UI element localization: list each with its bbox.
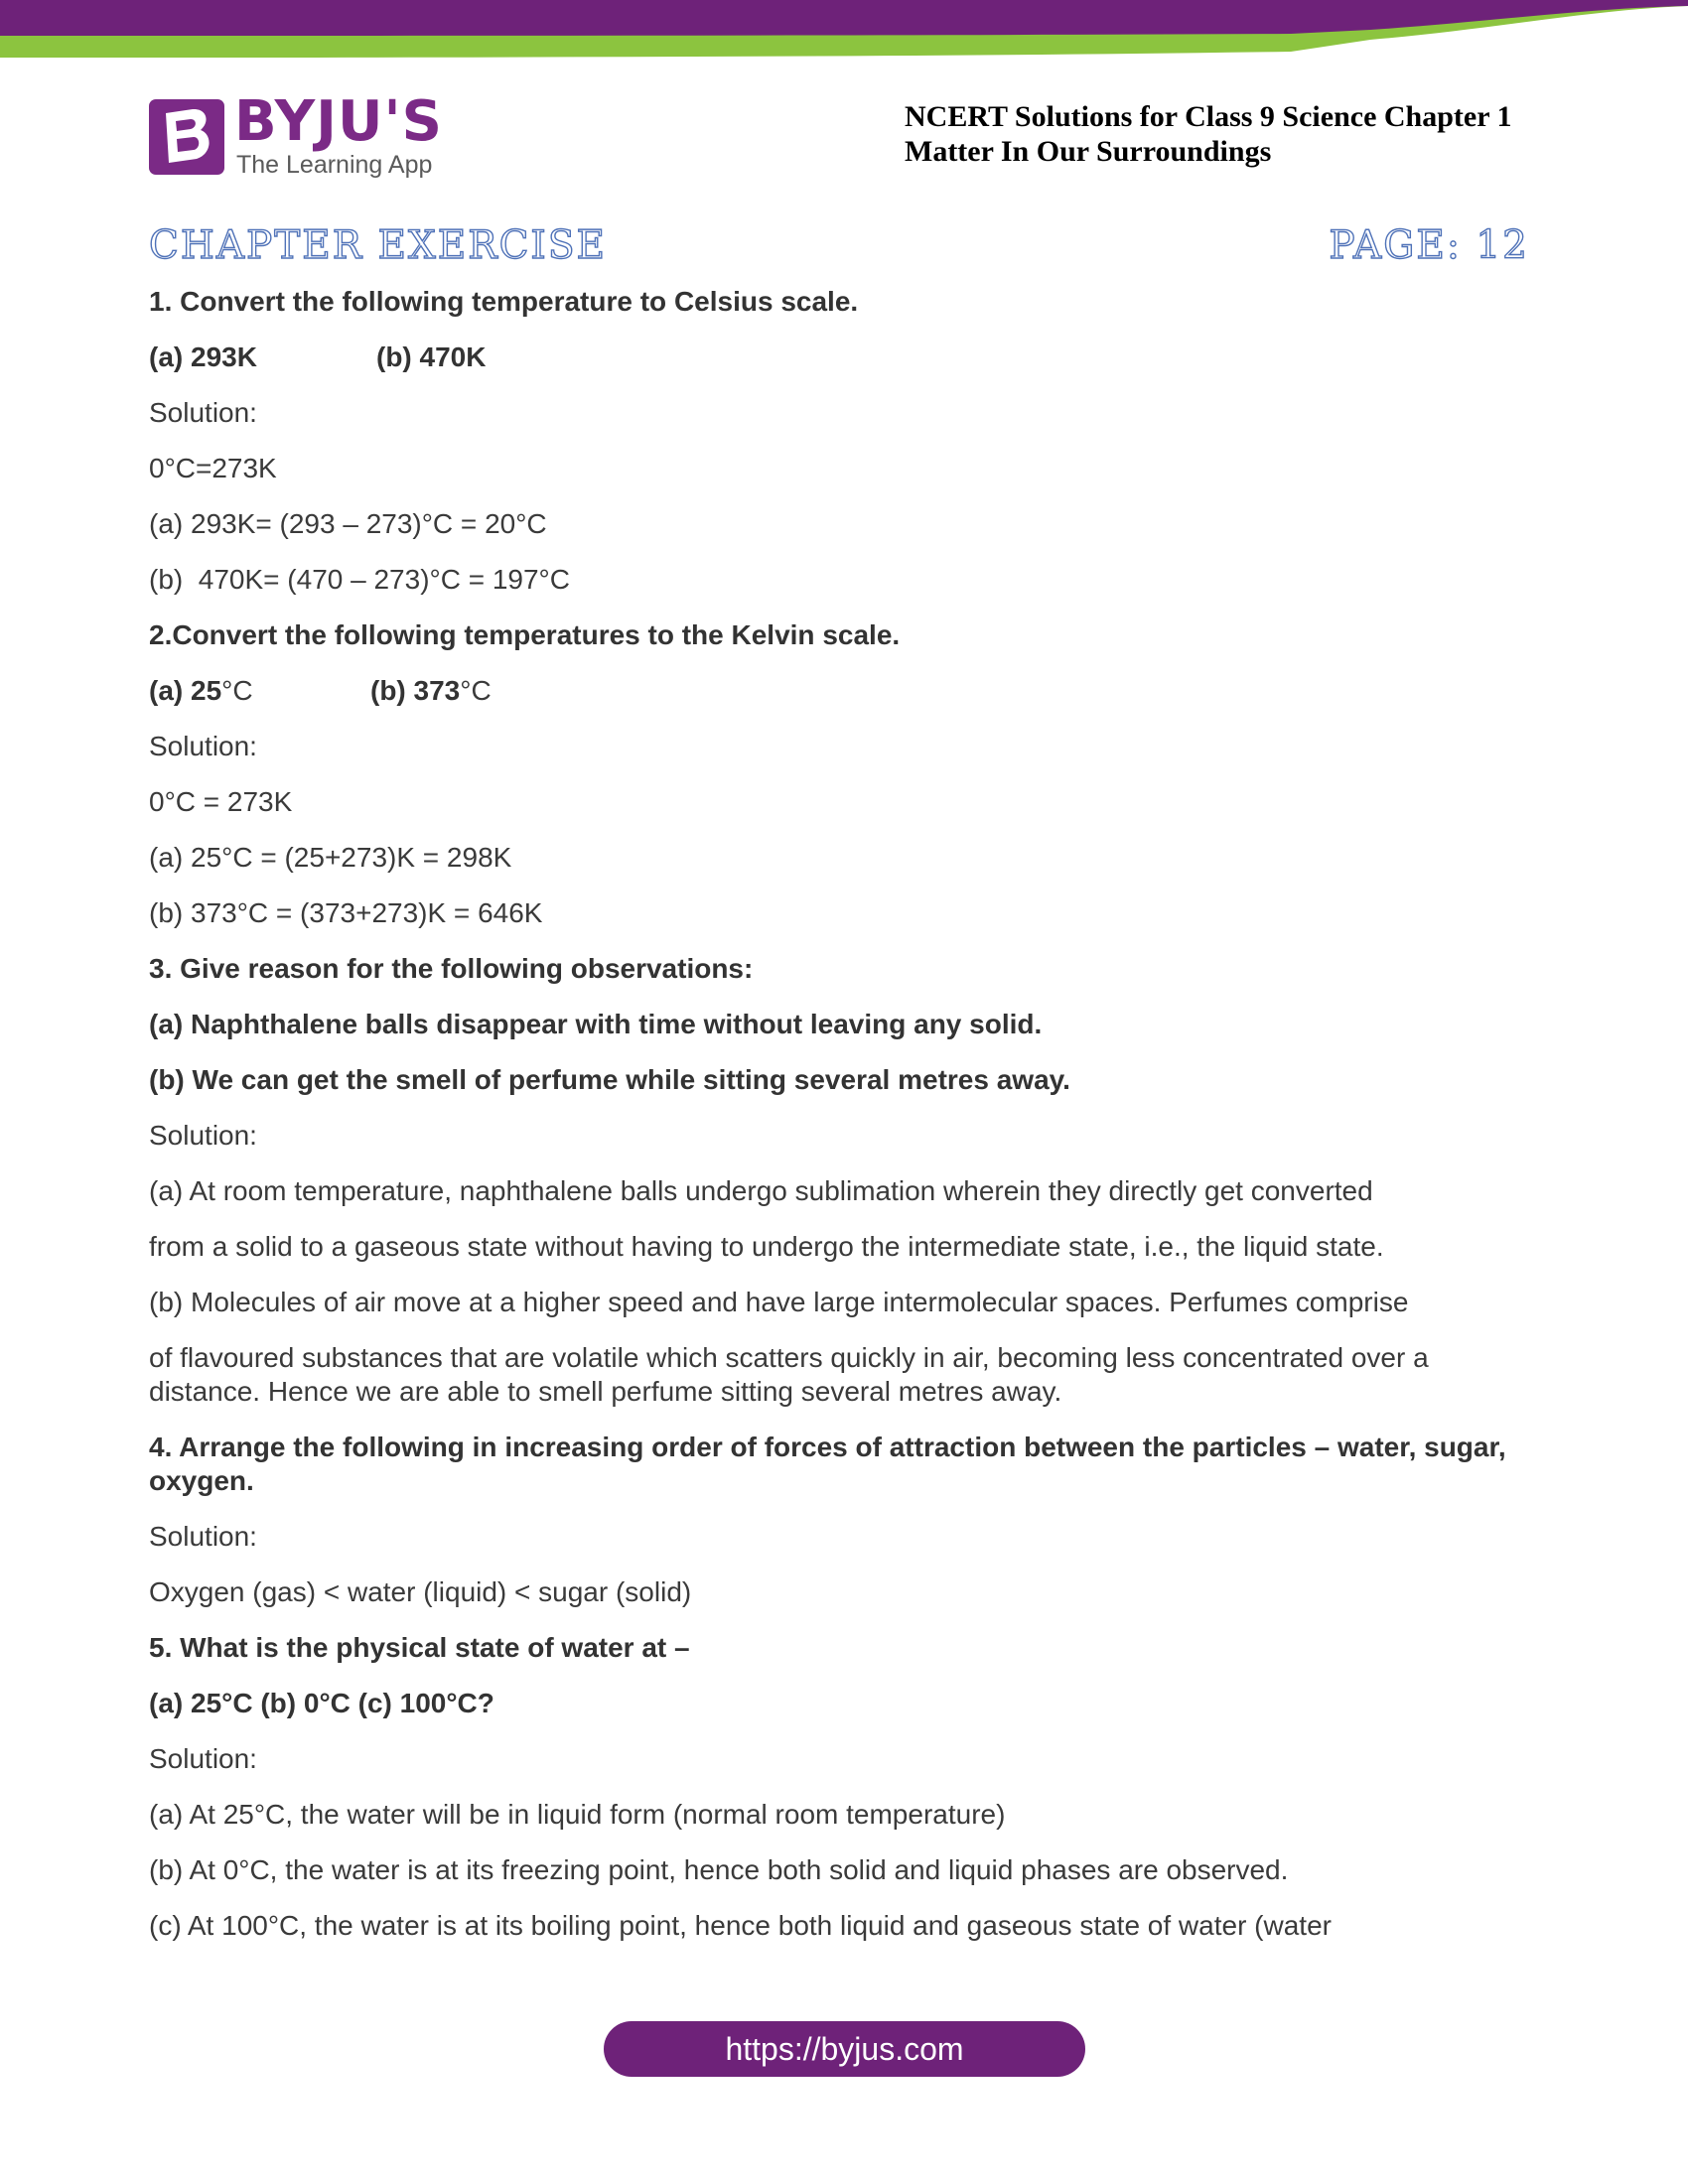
question-3: 3. Give reason for the following observations:: [149, 953, 754, 984]
brand-tagline: The Learning App: [236, 151, 433, 179]
question-1: 1. Convert the following temperature to Celsius scale.: [149, 286, 859, 317]
page-number: PAGE: 12: [1329, 223, 1529, 268]
solution-label: Solution:: [149, 1120, 257, 1151]
solution-paragraph: of flavoured substances that are volatile which scatters quickly in air, becoming less concentrated over a distance. Hence we are able to smell perfume sitting several metres away.: [149, 1342, 1437, 1407]
solution-line: 0°C = 273K: [149, 786, 293, 817]
question-2-option-b: (b) 373°C: [370, 675, 492, 706]
solution-label: Solution:: [149, 731, 257, 761]
solution-line: (b) At 0°C, the water is at its freezing point, hence both solid and liquid phases are observed.: [149, 1854, 1289, 1885]
question-5: 5. What is the physical state of water at –: [149, 1632, 690, 1663]
question-2-option-a: (a) 25°C: [149, 675, 253, 706]
document-title-line2: Matter In Our Surroundings: [905, 135, 1272, 168]
logo-mark: [149, 99, 224, 175]
solution-line: 0°C=273K: [149, 453, 277, 483]
solution-line: from a solid to a gaseous state without having to undergo the intermediate state, i.e., the liquid state.: [149, 1231, 1384, 1262]
question-1-option-a: (a) 293K: [149, 341, 257, 372]
document-title-line1: NCERT Solutions for Class 9 Science Chapter 1: [905, 100, 1512, 133]
logo-b-icon: [149, 99, 224, 175]
solution-line: (b) 373°C = (373+273)K = 646K: [149, 897, 543, 928]
solution-line: (a) At 25°C, the water will be in liquid form (normal room temperature): [149, 1799, 1006, 1830]
solution-line: (b) Molecules of air move at a higher speed and have large intermolecular spaces. Perfumes comprise: [149, 1287, 1409, 1317]
section-heading-row: [149, 220, 1529, 272]
question-4: 4. Arrange the following in increasing order of forces of attraction between the particles – water, sugar, oxygen.: [149, 1432, 1514, 1496]
question-1-options: [149, 341, 1529, 374]
question-2-options: [149, 674, 1529, 708]
document-title: [905, 99, 1540, 169]
question-5-options: (a) 25°C (b) 0°C (c) 100°C?: [149, 1688, 494, 1718]
page-header: [149, 89, 1529, 187]
question-3-part-a: (a) Naphthalene balls disappear with time without leaving any solid.: [149, 1009, 1043, 1039]
solution-line: (a) 25°C = (25+273)K = 298K: [149, 842, 512, 873]
solution-line: (a) 293K= (293 – 273)°C = 20°C: [149, 508, 547, 539]
solution-label: Solution:: [149, 397, 257, 428]
footer-url-link[interactable]: https://byjus.com: [604, 2021, 1085, 2077]
byjus-logo: [149, 89, 447, 187]
top-banner: [0, 0, 1688, 62]
question-3-part-b: (b) We can get the smell of perfume while sitting several metres away.: [149, 1064, 1070, 1095]
exercise-content: [149, 285, 1529, 1965]
brand-name: BYJU'S: [234, 89, 443, 154]
solution-line: Oxygen (gas) < water (liquid) < sugar (solid): [149, 1576, 692, 1607]
solution-line: (b) 470K= (470 – 273)°C = 197°C: [149, 564, 570, 595]
solution-line: (a) At room temperature, naphthalene balls undergo sublimation wherein they directly get converted: [149, 1175, 1373, 1206]
solution-label: Solution:: [149, 1521, 257, 1552]
question-1-option-b: (b) 470K: [376, 341, 487, 372]
section-title: CHAPTER EXERCISE: [149, 223, 607, 268]
solution-line: (c) At 100°C, the water is at its boiling point, hence both liquid and gaseous state of water (water: [149, 1910, 1332, 1941]
solution-label: Solution:: [149, 1743, 257, 1774]
question-2: 2.Convert the following temperatures to the Kelvin scale.: [149, 619, 901, 650]
